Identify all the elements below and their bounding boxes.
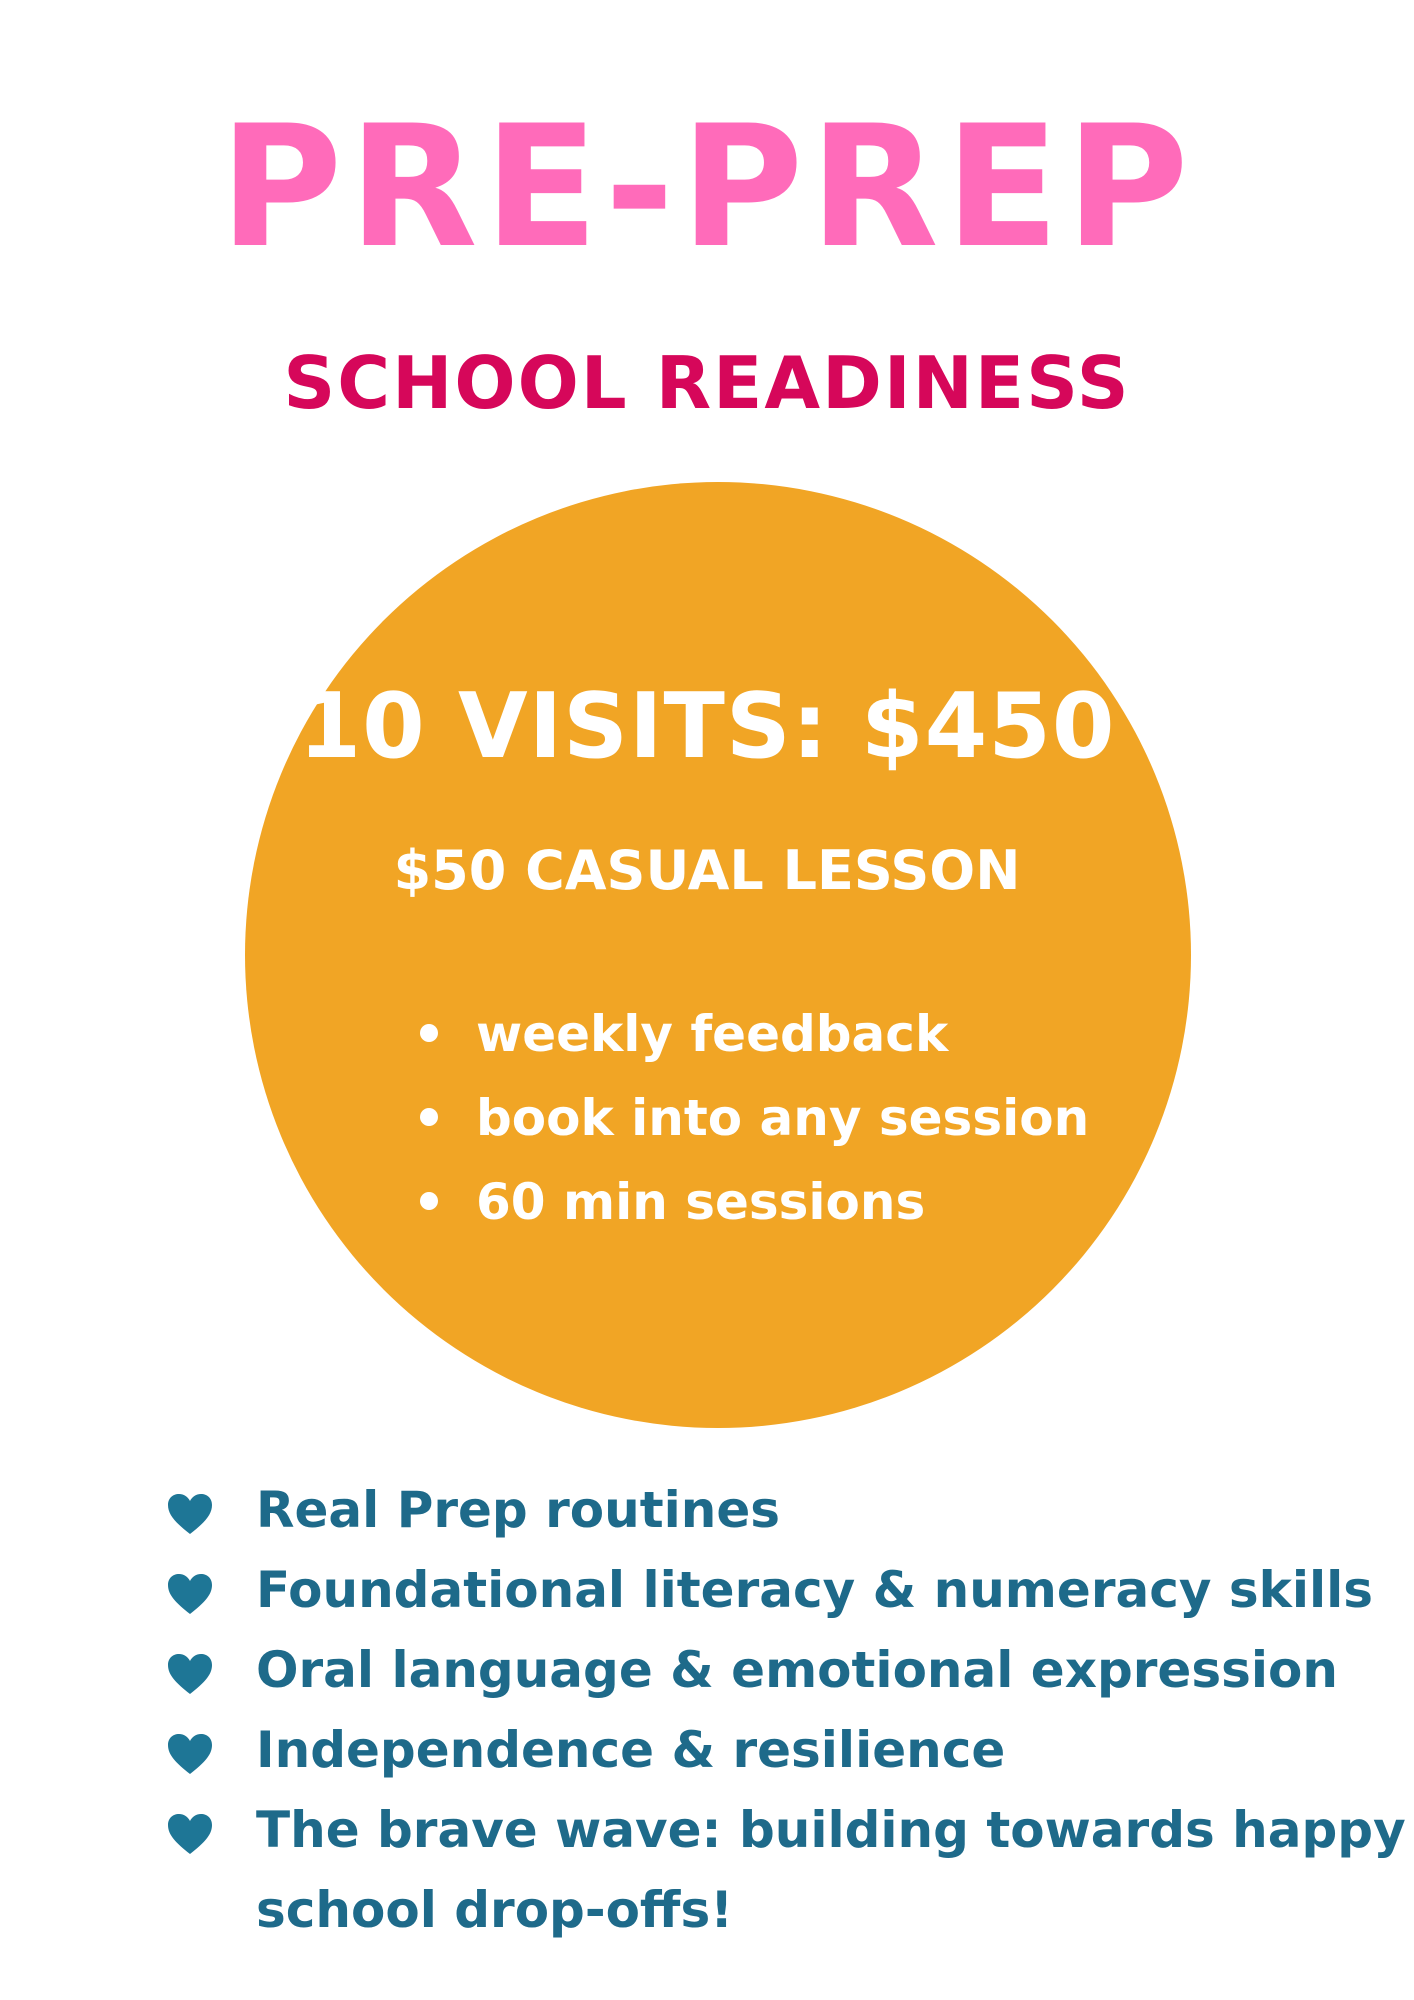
feature-label: book into any session	[476, 1089, 1090, 1147]
feature-label: weekly feedback	[476, 1005, 949, 1063]
benefit-label: The brave wave: building towards happy	[256, 1801, 1406, 1859]
bullet-icon	[420, 1108, 438, 1126]
benefit-label: Foundational literacy & numeracy skills	[256, 1561, 1374, 1619]
bullet-icon	[420, 1024, 438, 1042]
casual-lesson-price: $50 CASUAL LESSON	[393, 839, 1021, 902]
benefit-label: Independence & resilience	[256, 1721, 1006, 1779]
price-circle	[245, 482, 1191, 1428]
heart-icon	[166, 1572, 214, 1616]
heart-icon	[166, 1652, 214, 1696]
package-price: 10 VISITS: $450	[298, 674, 1116, 779]
benefit-item	[160, 1710, 1406, 1790]
benefit-label: Real Prep routines	[256, 1481, 781, 1539]
bullet-icon	[420, 1192, 438, 1210]
feature-list	[416, 992, 1089, 1244]
feature-item	[416, 992, 1089, 1076]
heart-icon	[166, 1732, 214, 1776]
page-title: PRE-PREP	[219, 89, 1195, 285]
benefit-item	[160, 1470, 1406, 1550]
benefit-item-continued	[160, 1870, 1406, 1950]
feature-item	[416, 1076, 1089, 1160]
heart-icon	[166, 1492, 214, 1536]
benefit-item	[160, 1790, 1406, 1870]
benefit-label: Oral language & emotional expression	[256, 1641, 1338, 1699]
heart-icon	[166, 1812, 214, 1856]
benefit-label: school drop-offs!	[256, 1881, 734, 1939]
feature-item	[416, 1160, 1089, 1244]
page-subtitle: SCHOOL READINESS	[283, 341, 1131, 425]
benefit-item	[160, 1550, 1406, 1630]
benefit-list	[160, 1470, 1406, 1950]
benefit-item	[160, 1630, 1406, 1710]
feature-label: 60 min sessions	[476, 1173, 926, 1231]
